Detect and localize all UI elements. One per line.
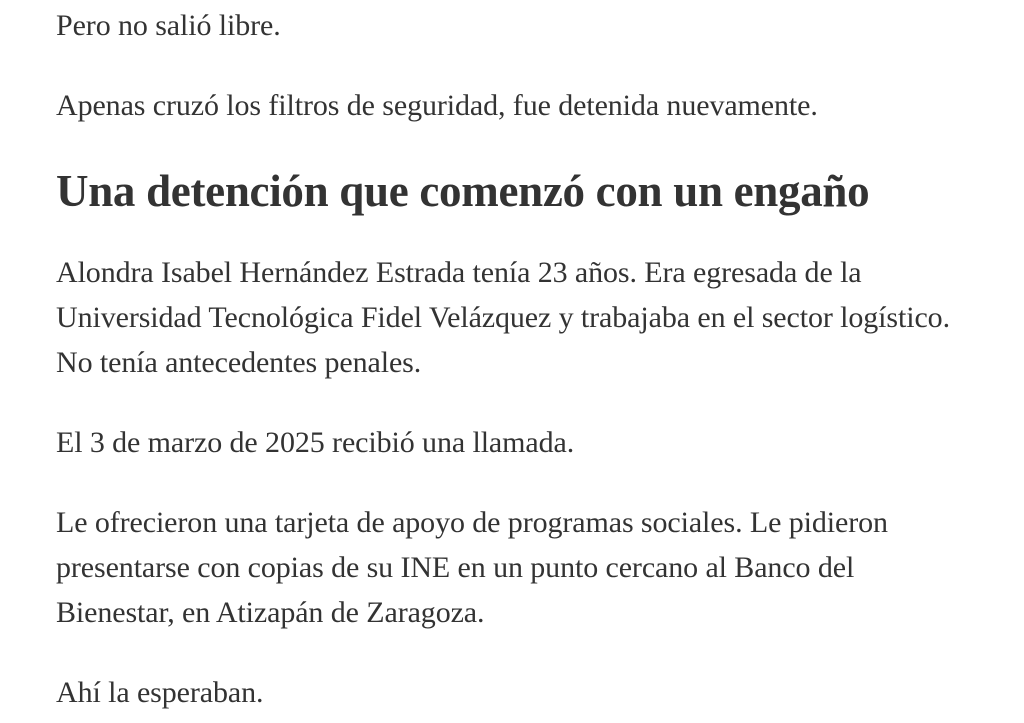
article-paragraph: Ahí la esperaban.	[56, 676, 264, 709]
article-paragraph: Alondra Isabel Hernández Estrada tenía 23 años. Era egresada de la Universidad Tecnológica Fidel Velázquez y trabajaba en el sector logístico. No tenía antecedentes penales.	[56, 256, 950, 379]
article-paragraph: El 3 de marzo de 2025 recibió una llamada.	[56, 426, 575, 459]
section-heading: Una detención que comenzó con un engaño	[56, 166, 870, 216]
article-paragraph: Pero no salió libre.	[56, 9, 281, 42]
article-paragraph: Apenas cruzó los filtros de seguridad, fue detenida nuevamente.	[56, 89, 818, 122]
article-paragraph: Le ofrecieron una tarjeta de apoyo de programas sociales. Le pidieron presentarse con copias de su INE en un punto cercano al Banco del Bienestar, en Atizapán de Zaragoza.	[56, 506, 888, 629]
